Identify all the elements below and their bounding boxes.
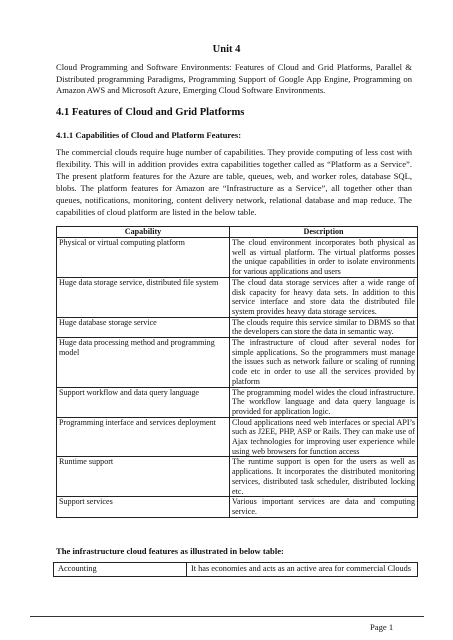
column-header-description: Description (230, 227, 418, 238)
subsection-heading: 4.1.1 Capabilities of Cloud and Platform Features: (56, 130, 242, 140)
description-cell: The runtime support is open for the users as well as applications. It incorporates the distributed monitoring services, distributed task scheduler, distributed locking etc. (230, 457, 418, 497)
table-row (57, 387, 418, 417)
table-header-row (57, 227, 418, 238)
capability-cell: Runtime support (57, 457, 230, 497)
page-number: Page 1 (370, 622, 394, 632)
infrastructure-table (53, 562, 418, 577)
section-heading: 4.1 Features of Cloud and Grid Platforms (56, 107, 245, 118)
capability-cell: Physical or virtual computing platform (57, 238, 230, 278)
capability-cell: Huge data storage service, distributed file system (57, 277, 230, 317)
description-cell: Various important services are data and computing service. (230, 497, 418, 517)
description-cell: The infrastructure of cloud after several nodes for simple applications. So the programmers must manage the issues such as network failure or scaling of running code etc in order to use all the services provided by platform (230, 338, 418, 388)
capability-cell: Huge database storage service (57, 317, 230, 337)
capability-cell: Huge data processing method and programming model (57, 338, 230, 388)
description-cell: The clouds require this service similar to DBMS so that the developers can store the data in semantic way. (230, 317, 418, 337)
table-row (57, 277, 418, 317)
description-cell: The cloud data storage services after a wide range of disk capacity for heavy data sets. In addition to this service interface and store data the distributed file system provides heavy data storage services. (230, 277, 418, 317)
description-cell: The programming model wides the cloud infrastructure. The workflow language and data query language is provided for application logic. (230, 387, 418, 417)
intro-paragraph: Cloud Programming and Software Environments: Features of Cloud and Grid Platforms, Parallel & Distributed programming Paradigms, Programming Support of Google App Engine, Programming on Amazon AWS and Microsoft Azure, Emerging Cloud Software Environments. (56, 62, 412, 96)
feature-description-cell: It has economies and acts as an active area for commercial Clouds (187, 563, 418, 577)
body-paragraph: The commercial clouds require huge number of capabilities. They provide computing of less cost with flexibility. This will in addition provides extra capabilities together called as “Platform as a Service”. The present platform features for the Azure are table, queues, web, and worker roles, database SQL, blobs. The platform features for Amazon are “Infrastructure as a Service”, all together other than queues, notifications, monitoring, content delivery network, relational database and map reduce. The capabilities of cloud platform are listed in the below table. (56, 147, 412, 218)
table-row (57, 338, 418, 388)
capability-cell: Programming interface and services deployment (57, 417, 230, 457)
capability-cell: Support workflow and data query language (57, 387, 230, 417)
table-row (57, 497, 418, 517)
table-row (57, 457, 418, 497)
feature-cell: Accounting (54, 563, 187, 577)
unit-title: Unit 4 (212, 44, 241, 55)
description-cell: Cloud applications need web interfaces or special API’s such as J2EE, PHP, ASP or Rails. They can make use of Ajax technologies for improving user experience while using web browsers for function access (230, 417, 418, 457)
table-row (57, 417, 418, 457)
column-header-capability: Capability (57, 227, 230, 238)
capability-table (56, 226, 418, 518)
capability-cell: Support services (57, 497, 230, 517)
table-row (57, 238, 418, 278)
description-cell: The cloud environment incorporates both physical as well as virtual platform. The virtual platforms posses the unique capabilities in order to isolate environments for various applications and users (230, 238, 418, 278)
infra-heading: The infrastructure cloud features as illustrated in below table: (56, 546, 284, 556)
table-row (57, 317, 418, 337)
footer-rule (30, 616, 424, 617)
table-row (54, 563, 418, 577)
